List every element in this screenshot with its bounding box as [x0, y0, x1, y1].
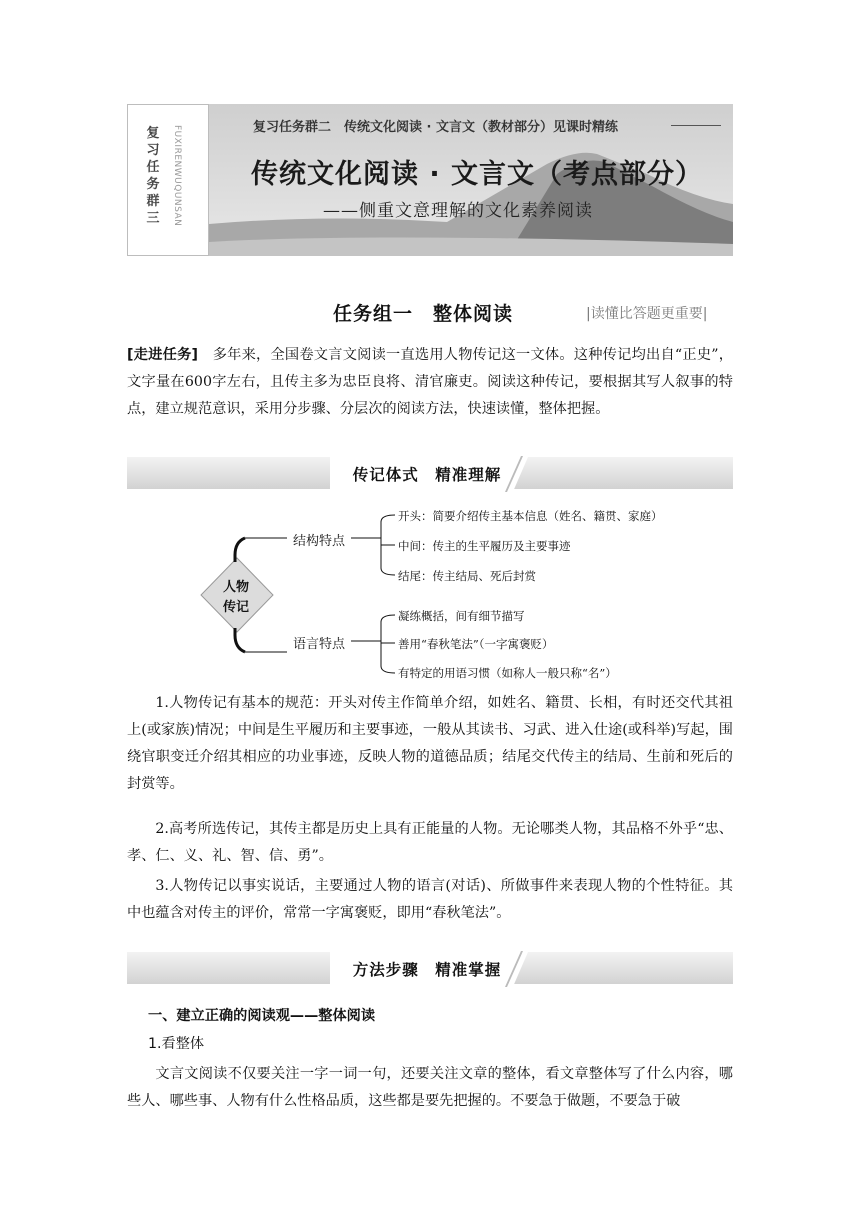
language-item: 有特定的用语习惯（如称人一般只称“名”） [398, 666, 617, 680]
biography-structure-diagram [195, 500, 675, 690]
point-paragraph: 3.人物传记以事实说话，主要通过人物的语言(对话)、所做事件来表现人物的个性特征。其中也蕴含对传主的评价，常常一字寓褒贬，即用“春秋笔法”。 [127, 878, 733, 921]
intro-paragraph [127, 342, 733, 423]
banner-subtitle: 复习任务群二 传统文化阅读 · 文言文（教材部分）见课时精练 [253, 120, 618, 135]
point-paragraph: 2.高考所选传记，其传主都是历史上具有正能量的人物。无论哪类人物，其品格不外乎“忠、孝、仁、义、礼、智、信、勇”。 [127, 821, 733, 864]
language-item: 凝练概括，间有细节描写 [398, 609, 525, 623]
subtitle-rule [671, 125, 721, 126]
language-item: 善用“春秋笔法”（一字寓褒贬） [398, 637, 554, 651]
structure-item: 结尾：传主结局、死后封赏 [398, 569, 536, 583]
method-paragraph: 文言文阅读不仅要关注一字一词一句，还要关注文章的整体，看文章整体写了什么内容，哪些人、哪些事、人物有什么性格品质，这些都是要先把握的。不要急于做题，不要急于破 [127, 1066, 733, 1109]
section-bar-style [127, 457, 733, 489]
section-title: 传记体式 精准理解 [352, 466, 502, 484]
task-group-tag: |读懂比答题更重要| [586, 306, 708, 322]
vertical-title: 复习任务群三 [146, 126, 160, 226]
structure-item: 开头：简要介绍传主基本信息（姓名、籍贯、家庭） [398, 509, 663, 523]
diagram-center-line2: 传记 [223, 600, 250, 615]
diagram-lines [195, 500, 675, 690]
branch-label-language: 语言特点 [293, 637, 346, 652]
section-bar-method [127, 952, 733, 984]
method-heading: 一、建立正确的阅读观——整体阅读 [148, 1008, 376, 1024]
branch-label-structure: 结构特点 [293, 534, 346, 549]
method-subheading: 1.看整体 [148, 1036, 205, 1052]
intro-label: [走进任务] [127, 347, 198, 363]
section-title: 方法步骤 精准掌握 [352, 961, 502, 979]
banner-side-label [127, 104, 209, 256]
vertical-pinyin: FUXIRENWUQUNSAN [172, 125, 182, 227]
page-title: 传统文化阅读 · 文言文（考点部分） [251, 159, 704, 190]
structure-item: 中间：传主的生平履历及主要事迹 [398, 539, 571, 553]
diagram-center-line1: 人物 [223, 580, 250, 595]
point-paragraph: 1.人物传记有基本的规范：开头对传主作简单介绍，如姓名、籍贯、长相，有时还交代其祖上(或家族)情况；中间是生平履历和主要事迹，一般从其读书、习武、进入仕途(或科举)写起，围绕官职变迁介绍其相应的功业事迹，反映人物的道德品质；结尾交代传主的结局、生前和死后的封赏等。 [127, 695, 733, 792]
banner-tagline: ——侧重文意理解的文化素养阅读 [323, 201, 593, 221]
intro-text: 多年来，全国卷文言文阅读一直选用人物传记这一文体。这种传记均出自“正史”，文字量在600字左右，且传主多为忠臣良将、清官廉吏。阅读这种传记，要根据其写人叙事的特点，建立规范意识，采用分步骤、分层次的阅读方法，快速读懂，整体把握。 [127, 347, 733, 417]
task-group-title: 任务组一 整体阅读 [333, 303, 514, 325]
chapter-banner [127, 104, 733, 256]
